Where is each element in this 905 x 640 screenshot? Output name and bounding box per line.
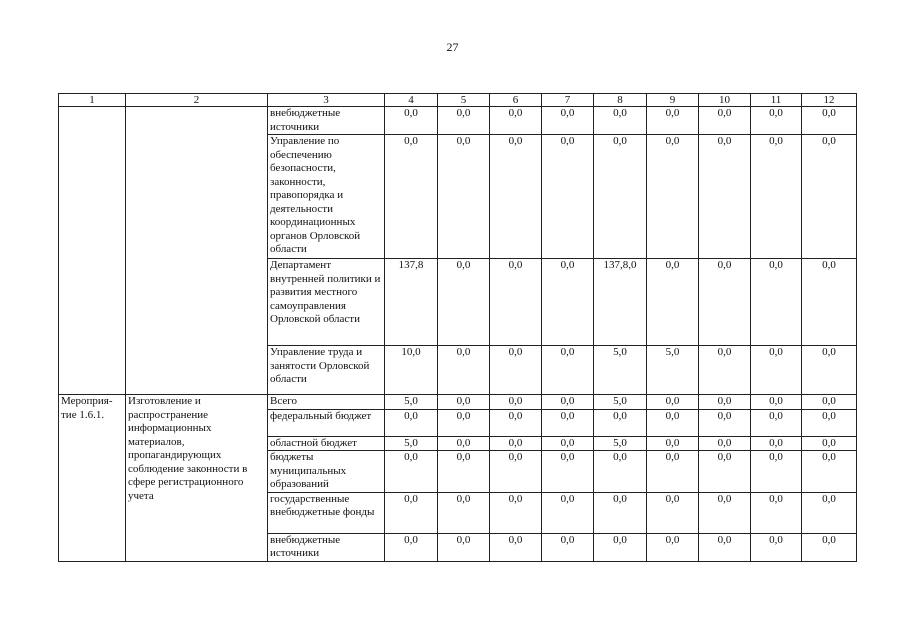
value-cell: 0,0 (699, 346, 751, 395)
value-cell: 0,0 (490, 409, 542, 436)
column-header-3: 3 (268, 94, 385, 107)
value-cell: 0,0 (542, 436, 594, 451)
value-cell: 0,0 (647, 135, 699, 259)
value-cell: 0,0 (802, 409, 857, 436)
value-cell: 0,0 (385, 492, 438, 533)
measure-name-cell (126, 346, 268, 395)
measure-code: Мероприя-тие 1.6.1. (59, 395, 126, 562)
value-cell: 0,0 (542, 395, 594, 410)
value-cell: 0,0 (438, 107, 490, 135)
measure-name-cell (126, 135, 268, 259)
column-header-9: 9 (647, 94, 699, 107)
column-header-8: 8 (594, 94, 647, 107)
funding-source-cell: Департамент внутренней политики и развития местного самоуправления Орловской области (268, 259, 385, 346)
value-cell: 0,0 (490, 346, 542, 395)
value-cell: 5,0 (594, 436, 647, 451)
value-cell: 0,0 (699, 533, 751, 561)
value-cell: 0,0 (699, 409, 751, 436)
value-cell: 0,0 (542, 409, 594, 436)
column-header-2: 2 (126, 94, 268, 107)
value-cell: 0,0 (385, 409, 438, 436)
value-cell: 5,0 (385, 395, 438, 410)
value-cell: 0,0 (490, 395, 542, 410)
value-cell: 0,0 (490, 135, 542, 259)
value-cell: 5,0 (647, 346, 699, 395)
value-cell: 0,0 (542, 259, 594, 346)
value-cell: 0,0 (594, 451, 647, 493)
table-row (59, 346, 857, 395)
funding-source-cell: областной бюджет (268, 436, 385, 451)
value-cell: 0,0 (699, 259, 751, 346)
value-cell: 0,0 (802, 346, 857, 395)
value-cell: 0,0 (438, 409, 490, 436)
value-cell: 0,0 (594, 135, 647, 259)
column-header-5: 5 (438, 94, 490, 107)
value-cell: 0,0 (699, 492, 751, 533)
value-cell: 0,0 (647, 492, 699, 533)
value-cell: 0,0 (490, 107, 542, 135)
value-cell: 0,0 (542, 107, 594, 135)
value-cell: 0,0 (751, 135, 802, 259)
value-cell: 0,0 (699, 395, 751, 410)
value-cell: 0,0 (490, 259, 542, 346)
value-cell: 0,0 (490, 451, 542, 493)
funding-source-cell: бюджеты муниципальных образований (268, 451, 385, 493)
funding-source-cell: внебюджетные источники (268, 107, 385, 135)
column-header-12: 12 (802, 94, 857, 107)
value-cell: 0,0 (647, 409, 699, 436)
value-cell: 0,0 (542, 135, 594, 259)
value-cell: 0,0 (751, 259, 802, 346)
funding-source-cell: внебюджетные источники (268, 533, 385, 561)
value-cell: 0,0 (490, 492, 542, 533)
value-cell: 0,0 (647, 107, 699, 135)
measure-code-cell (59, 259, 126, 346)
column-header-10: 10 (699, 94, 751, 107)
value-cell: 0,0 (385, 533, 438, 561)
value-cell: 0,0 (385, 135, 438, 259)
column-number-row (59, 94, 857, 107)
value-cell: 0,0 (751, 492, 802, 533)
value-cell: 0,0 (542, 346, 594, 395)
budget-table (58, 93, 857, 562)
value-cell: 0,0 (802, 451, 857, 493)
measure-name-cell (126, 107, 268, 135)
column-header-7: 7 (542, 94, 594, 107)
column-header-1: 1 (59, 94, 126, 107)
value-cell: 0,0 (542, 492, 594, 533)
value-cell: 10,0 (385, 346, 438, 395)
value-cell: 0,0 (699, 107, 751, 135)
value-cell: 0,0 (438, 492, 490, 533)
table-row (59, 135, 857, 259)
value-cell: 0,0 (647, 395, 699, 410)
value-cell: 0,0 (490, 533, 542, 561)
value-cell: 0,0 (438, 135, 490, 259)
page-number: 27 (446, 40, 459, 54)
value-cell: 0,0 (802, 135, 857, 259)
table-row (59, 259, 857, 346)
value-cell: 0,0 (490, 436, 542, 451)
value-cell: 0,0 (751, 395, 802, 410)
value-cell: 0,0 (802, 395, 857, 410)
value-cell: 0,0 (438, 395, 490, 410)
measure-name-cell (126, 259, 268, 346)
value-cell: 0,0 (802, 492, 857, 533)
value-cell: 5,0 (385, 436, 438, 451)
value-cell: 0,0 (751, 451, 802, 493)
value-cell: 0,0 (647, 259, 699, 346)
measure-code-cell (59, 346, 126, 395)
value-cell: 0,0 (594, 533, 647, 561)
column-header-11: 11 (751, 94, 802, 107)
value-cell: 0,0 (647, 451, 699, 493)
value-cell: 0,0 (802, 107, 857, 135)
measure-code-cell (59, 107, 126, 135)
value-cell: 0,0 (438, 533, 490, 561)
value-cell: 0,0 (594, 492, 647, 533)
measure-name: Изготовление и распространение информационных материалов, пропагандирующих соблюдение законности в сфере регистрационного учета (126, 395, 268, 562)
funding-source-cell: Всего (268, 395, 385, 410)
value-cell: 5,0 (594, 346, 647, 395)
value-cell: 0,0 (751, 107, 802, 135)
table-row (59, 107, 857, 135)
value-cell: 0,0 (542, 533, 594, 561)
value-cell: 5,0 (594, 395, 647, 410)
table-row (59, 395, 857, 410)
value-cell: 0,0 (699, 436, 751, 451)
value-cell: 0,0 (802, 259, 857, 346)
value-cell: 0,0 (751, 436, 802, 451)
value-cell: 0,0 (594, 107, 647, 135)
value-cell: 0,0 (438, 346, 490, 395)
value-cell: 0,0 (699, 451, 751, 493)
value-cell: 0,0 (751, 409, 802, 436)
value-cell: 0,0 (802, 533, 857, 561)
funding-source-cell: государственные внебюджетные фонды (268, 492, 385, 533)
funding-source-cell: Управление по обеспечению безопасности, законности, правопорядка и деятельности координационных органов Орловской области (268, 135, 385, 259)
value-cell: 0,0 (802, 436, 857, 451)
value-cell: 0,0 (542, 451, 594, 493)
column-header-6: 6 (490, 94, 542, 107)
funding-source-cell: федеральный бюджет (268, 409, 385, 436)
value-cell: 0,0 (751, 346, 802, 395)
value-cell: 0,0 (438, 451, 490, 493)
value-cell: 137,8 (385, 259, 438, 346)
value-cell: 0,0 (699, 135, 751, 259)
value-cell: 137,8,0 (594, 259, 647, 346)
column-header-4: 4 (385, 94, 438, 107)
value-cell: 0,0 (385, 107, 438, 135)
value-cell: 0,0 (438, 436, 490, 451)
value-cell: 0,0 (438, 259, 490, 346)
measure-code-cell (59, 135, 126, 259)
value-cell: 0,0 (594, 409, 647, 436)
funding-source-cell: Управление труда и занятости Орловской области (268, 346, 385, 395)
value-cell: 0,0 (647, 533, 699, 561)
value-cell: 0,0 (385, 451, 438, 493)
value-cell: 0,0 (751, 533, 802, 561)
value-cell: 0,0 (647, 436, 699, 451)
